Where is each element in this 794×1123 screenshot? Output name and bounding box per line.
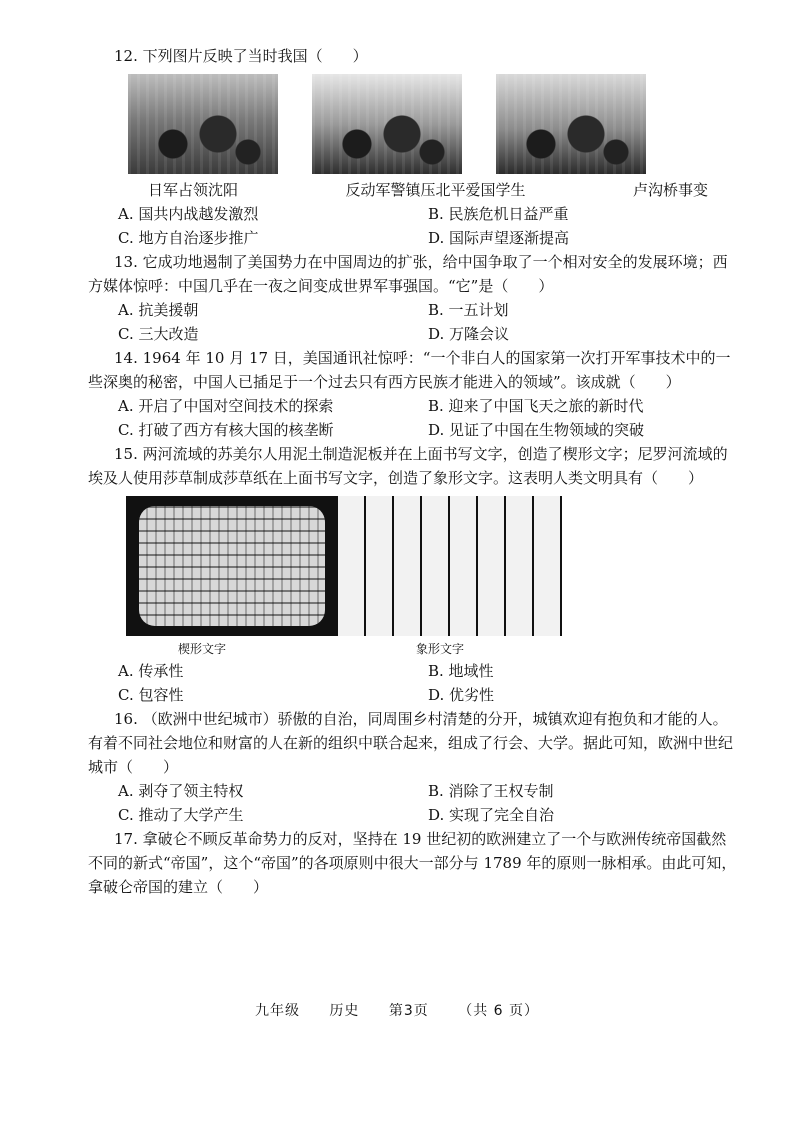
option-c: C. 三大改造 — [118, 325, 199, 343]
option-c: C. 地方自治逐步推广 — [118, 229, 259, 247]
question-15-image-captions — [178, 640, 738, 659]
option-a: A. 抗美援朝 — [118, 301, 199, 319]
option-a: A. 国共内战越发激烈 — [118, 205, 259, 223]
question-14-options — [118, 394, 738, 442]
caption-3: 卢沟桥事变 — [632, 181, 708, 199]
option-a: A. 剥夺了领主特权 — [118, 782, 244, 801]
page-footer — [0, 1000, 794, 1022]
caption-hieroglyph: 象形文字 — [416, 642, 465, 656]
option-b: B. 消除了王权专制 — [428, 782, 554, 801]
hieroglyph-image — [338, 496, 562, 636]
option-a: A. 开启了中国对空间技术的探索 — [118, 397, 334, 415]
caption-2: 反动军警镇压北平爱国学生 — [345, 181, 526, 199]
footer-grade: 九年级 — [254, 1003, 300, 1019]
option-c: C. 包容性 — [118, 686, 184, 705]
question-17-stem: 17. 拿破仑不顾反革命势力的反对，坚持在 19 世纪初的欧洲建立了一个与欧洲传统帝国截然不同的新式“帝国”，这个“帝国”的各项原则中很大一部分与 1789 年的原则一脉相承。由此可知，拿破仑帝国的建立（ ） — [88, 830, 737, 897]
question-15-images — [126, 496, 738, 636]
footer-page: 第3页 — [388, 1003, 429, 1019]
question-14-stem: 14. 1964 年 10 月 17 日，美国通讯社惊呼：“一个非白人的国家第一次打开军事技术中的一些深奥的秘密，中国人已插足于一个过去只有西方民族才能进入的领域”。该成就（ ） — [88, 349, 731, 391]
option-b: B. 迎来了中国飞天之旅的新时代 — [428, 397, 644, 415]
option-b: B. 一五计划 — [428, 301, 509, 319]
option-d: D. 优劣性 — [428, 686, 495, 705]
option-d: D. 国际声望逐渐提高 — [428, 229, 570, 247]
option-c: C. 推动了大学产生 — [118, 806, 244, 825]
question-12-options — [118, 202, 738, 250]
caption-1: 日军占领沈阳 — [148, 181, 239, 199]
option-d: D. 实现了完全自治 — [428, 806, 555, 825]
footer-total: （共 6 页） — [458, 1003, 540, 1019]
option-d: D. 见证了中国在生物领域的突破 — [428, 421, 645, 439]
option-d: D. 万隆会议 — [428, 325, 510, 343]
option-b: B. 地域性 — [428, 662, 494, 681]
option-c: C. 打破了西方有核大国的核垄断 — [118, 421, 334, 439]
photo-beiping-students — [312, 74, 462, 174]
exam-page — [88, 44, 738, 899]
question-15-options — [118, 659, 738, 707]
question-15-stem: 15. 两河流域的苏美尔人用泥土制造泥板并在上面书写文字，创造了楔形文字；尼罗河流域的埃及人使用莎草制成莎草纸在上面书写文字，创造了象形文字。这表明人类文明具有（ ） — [88, 445, 728, 487]
question-12-captions — [148, 178, 708, 202]
question-16-stem: 16. （欧洲中世纪城市）骄傲的自治，同周围乡村清楚的分开，城镇欢迎有抱负和才能的人。有着不同社会地位和财富的人在新的组织中联合起来，组成了行会、大学。据此可知，欧洲中世纪城市（ ） — [88, 710, 734, 777]
option-b: B. 民族危机日益严重 — [428, 205, 569, 223]
photo-japanese-army-shenyang — [128, 74, 278, 174]
cuneiform-tablet-image — [126, 496, 338, 636]
question-13-options — [118, 298, 738, 346]
photo-lugou-bridge-incident — [496, 74, 646, 174]
question-16-options — [118, 779, 738, 827]
question-12-photos — [128, 74, 738, 174]
caption-cuneiform: 楔形文字 — [178, 642, 227, 656]
option-a: A. 传承性 — [118, 662, 184, 681]
footer-subject: 历史 — [329, 1003, 360, 1019]
question-13-stem: 13. 它成功地遏制了美国势力在中国周边的扩张，给中国争取了一个相对安全的发展环境；西方媒体惊呼：中国几乎在一夜之间变成世界军事强国。“它”是（ ） — [88, 253, 728, 295]
question-12-stem: 12. 下列图片反映了当时我国（ ） — [114, 47, 368, 65]
